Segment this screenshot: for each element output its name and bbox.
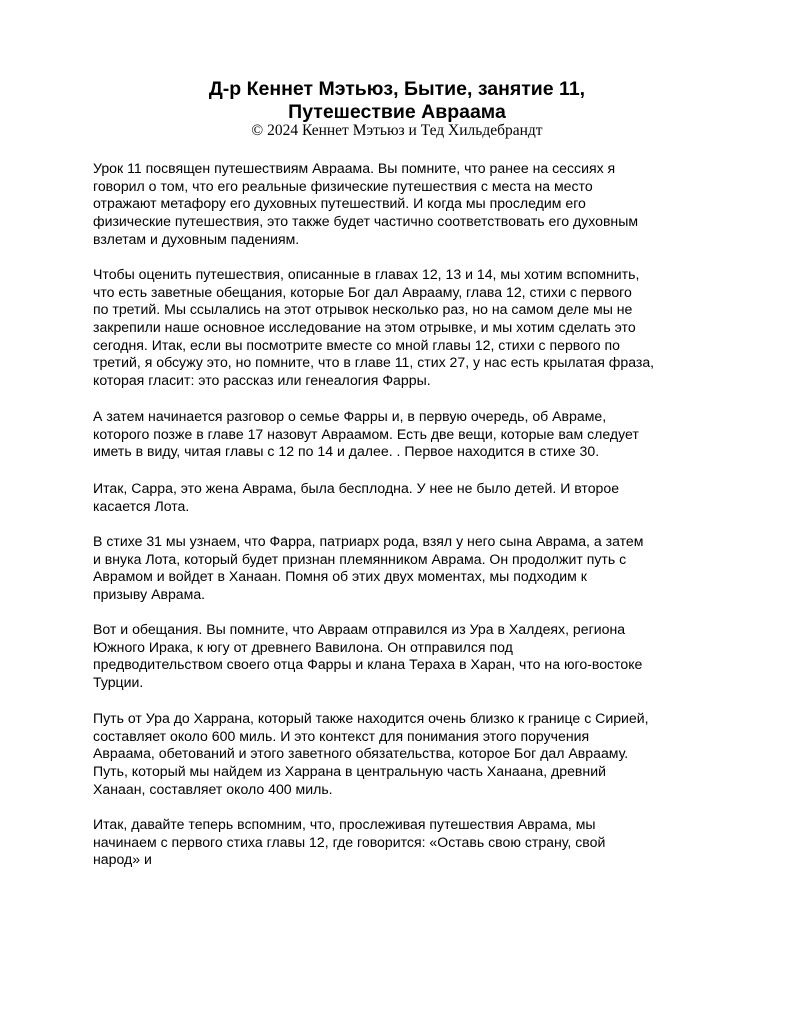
paragraph-line: составляет около 600 миль. И это контекст для понимания этого поручения xyxy=(93,727,590,744)
paragraph-line: Турции. xyxy=(93,674,144,691)
paragraph-line: В стихе 31 мы узнаем, что Фарра, патриарх рода, взял у него сына Аврама, а затем xyxy=(93,533,644,549)
paragraph-line: Итак, Сарра, это жена Аврама, была бесплодна. У нее не было детей. И второе xyxy=(93,480,620,496)
paragraph-line: призыву Аврама. xyxy=(93,586,206,603)
paragraph-line: сегодня. Итак, если вы посмотрите вместе со мной главы 12, стихи с первого по xyxy=(93,336,621,353)
paragraph-line: иметь в виду, читая главы с 12 по 14 и далее. . Первое находится в стихе 30. xyxy=(93,443,600,460)
paragraph-line: начинаем с первого стиха главы 12, где говорится: «Оставь свою страну, свой xyxy=(93,833,606,850)
paragraph-line: говорил о том, что его реальные физические путешествия с места на место xyxy=(93,177,593,194)
paragraph-line: которого позже в главе 17 назовут Авраамом. Есть две вещи, которые вам следует xyxy=(93,425,639,442)
paragraph-line: физические путешествия, это также будет частично соответствовать его духовным xyxy=(93,213,639,230)
paragraph-5 xyxy=(93,533,643,604)
paragraph-line: что есть заветные обещания, которые Бог дал Аврааму, глава 12, стихи с первого xyxy=(93,283,632,300)
paragraph-7 xyxy=(93,710,649,798)
paragraph-line: Ханаан, составляет около 400 миль. xyxy=(93,780,333,797)
paragraph-2 xyxy=(93,266,654,390)
paragraph-line: Путь от Ура до Харрана, который также находится очень близко к границе с Сирией, xyxy=(93,710,649,726)
paragraph-line: Урок 11 посвящен путешествиям Авраама. Вы помните, что ранее на сессиях я xyxy=(93,160,616,176)
paragraph-3 xyxy=(93,408,639,461)
paragraph-6 xyxy=(93,621,642,692)
paragraph-line: Аврамом и войдет в Ханаан. Помня об этих двух моментах, мы подходим к xyxy=(93,568,587,585)
paragraph-line: Путь, который мы найдем из Харрана в центральную часть Ханаана, древний xyxy=(93,763,606,780)
paragraph-1 xyxy=(93,160,638,248)
paragraph-line: Итак, давайте теперь вспомним, что, прослеживая путешествия Аврама, мы xyxy=(93,816,596,832)
paragraph-line: Вот и обещания. Вы помните, что Авраам отправился из Ура в Халдеях, региона xyxy=(93,621,626,637)
paragraph-line: закрепили наше основное исследование на этом отрывке, и мы хотим сделать это xyxy=(93,319,636,336)
document-title-line-2: Путешествие Авраама xyxy=(288,101,506,123)
paragraph-line: которая гласит: это рассказ или генеалогия Фарры. xyxy=(93,372,431,389)
paragraph-4 xyxy=(93,480,619,515)
paragraph-line: Чтобы оценить путешествия, описанные в главах 12, 13 и 14, мы хотим вспомнить, xyxy=(93,266,640,282)
paragraph-line: А затем начинается разговор о семье Фарры и, в первую очередь, об Авраме, xyxy=(93,408,607,424)
paragraph-line: Авраама, обетований и этого заветного обязательства, которое Бог дал Аврааму. xyxy=(93,745,629,762)
paragraph-line: касается Лота. xyxy=(93,497,190,514)
paragraph-8 xyxy=(93,816,605,869)
paragraph-line: по третий. Мы ссылались на этот отрывок несколько раз, но на самом деле мы не xyxy=(93,301,633,318)
paragraph-line: предводительством своего отца Фарры и клана Тераха в Харан, что на юго-востоке xyxy=(93,656,643,673)
copyright-notice: © 2024 Кеннет Мэтьюз и Тед Хильдебрандт xyxy=(251,122,543,139)
paragraph-line: Южного Ирака, к югу от древнего Вавилона. Он отправился под xyxy=(93,638,513,655)
paragraph-line: третий, я обсужу это, но помните, что в главе 11, стих 27, у нас есть крылатая фраза, xyxy=(93,354,655,371)
document-title-line-1: Д-р Кеннет Мэтьюз, Бытие, занятие 11, xyxy=(208,78,586,100)
paragraph-line: народ» и xyxy=(93,851,152,868)
paragraph-line: и внука Лота, который будет признан племянником Аврама. Он продолжит путь с xyxy=(93,550,627,567)
paragraph-line: взлетам и духовным падениям. xyxy=(93,230,300,247)
paragraph-line: отражают метафору его духовных путешествий. И когда мы проследим его xyxy=(93,195,586,212)
